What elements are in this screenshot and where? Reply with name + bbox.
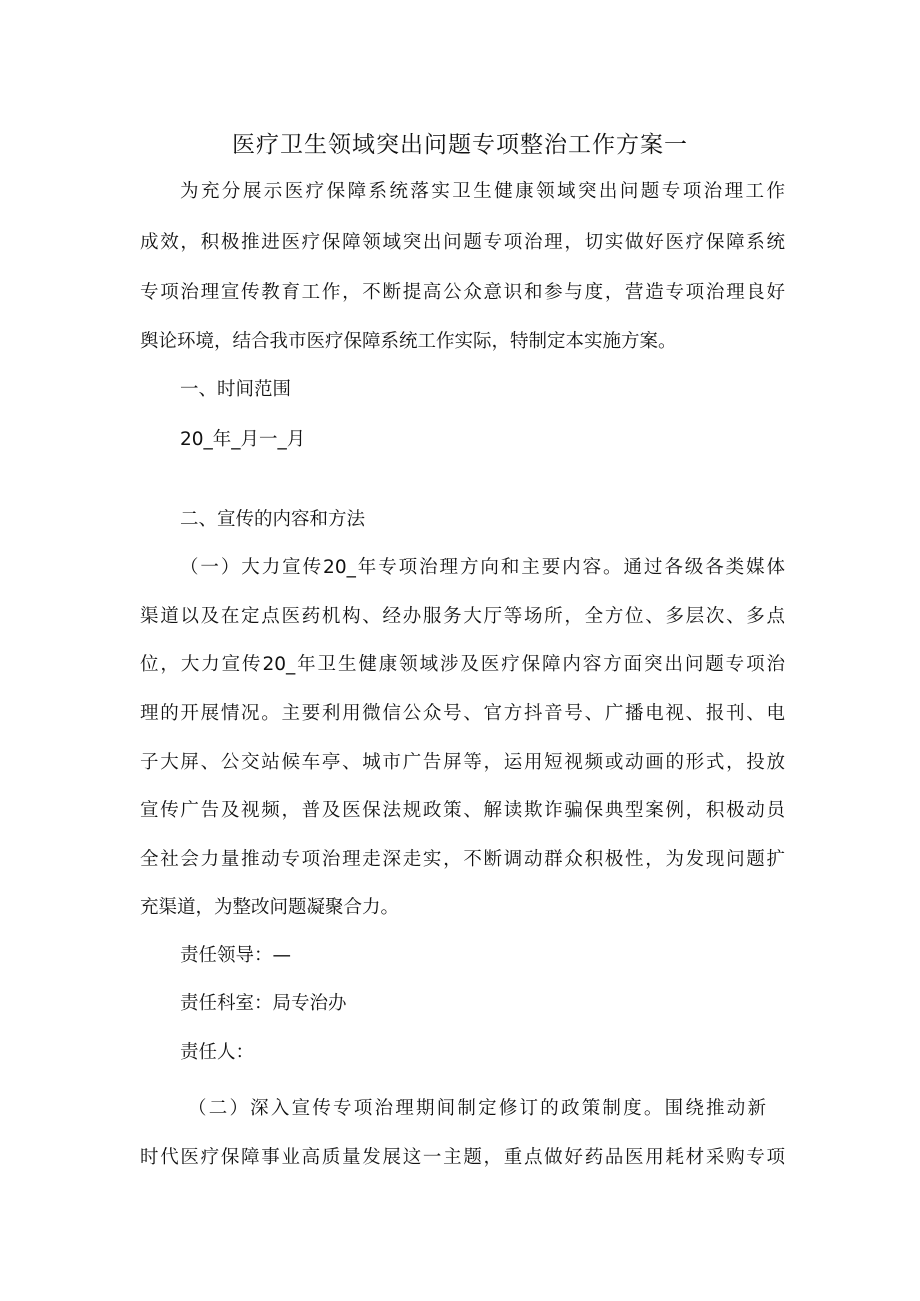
item-one-line-2: 渠道以及在定点医药机构、经办服务大厅等场所，全方位、多层次、多点 [140,606,785,627]
item-one-line-8: 充渠道，为整改问题凝聚合力。 [140,897,400,918]
responsible-leader: 责任领导：— [180,945,292,966]
item-one-line-7: 全社会力量推动专项治理走深走实，不断调动群众积极性，为发现问题扩 [140,849,785,870]
item-one-line-3: 位，大力宣传20_年卫生健康领域涉及医疗保障内容方面突出问题专项治 [140,654,785,675]
item-one-line-6: 宣传广告及视频，普及医保法规政策、解读欺诈骗保典型案例，积极动员 [140,800,785,821]
item-two-line-1: （二）深入宣传专项治理期间制定修订的政策制度。围绕推动新 [188,1098,766,1119]
section-heading-time-range: 一、时间范围 [180,379,292,400]
intro-line-1: 为充分展示医疗保障系统落实卫生健康领域突出问题专项治理工作 [180,181,785,202]
item-two-line-2: 时代医疗保障事业高质量发展这一主题，重点做好药品医用耗材采购专项 [140,1147,785,1168]
section-heading-content-method: 二、宣传的内容和方法 [180,509,366,530]
responsible-person: 责任人： [180,1042,255,1063]
item-one-line-4: 理的开展情况。主要利用微信公众号、官方抖音号、广播电视、报刊、电 [140,703,785,724]
document-title: 医疗卫生领域突出问题专项整治工作方案一 [232,132,688,158]
intro-line-3: 专项治理宣传教育工作，不断提高公众意识和参与度，营造专项治理良好 [140,282,785,303]
intro-line-2: 成效，积极推进医疗保障领域突出问题专项治理，切实做好医疗保障系统 [140,232,785,253]
time-range-value: 20_年_月一_月 [180,429,306,450]
responsible-department: 责任科室：局专治办 [180,993,347,1014]
item-one-line-1: （一）大力宣传20_年专项治理方向和主要内容。通过各级各类媒体 [180,557,785,578]
item-one-line-5: 子大屏、公交站候车亭、城市广告屏等，运用短视频或动画的形式，投放 [140,752,785,773]
intro-line-4: 舆论环境，结合我市医疗保障系统工作实际，特制定本实施方案。 [140,331,677,352]
